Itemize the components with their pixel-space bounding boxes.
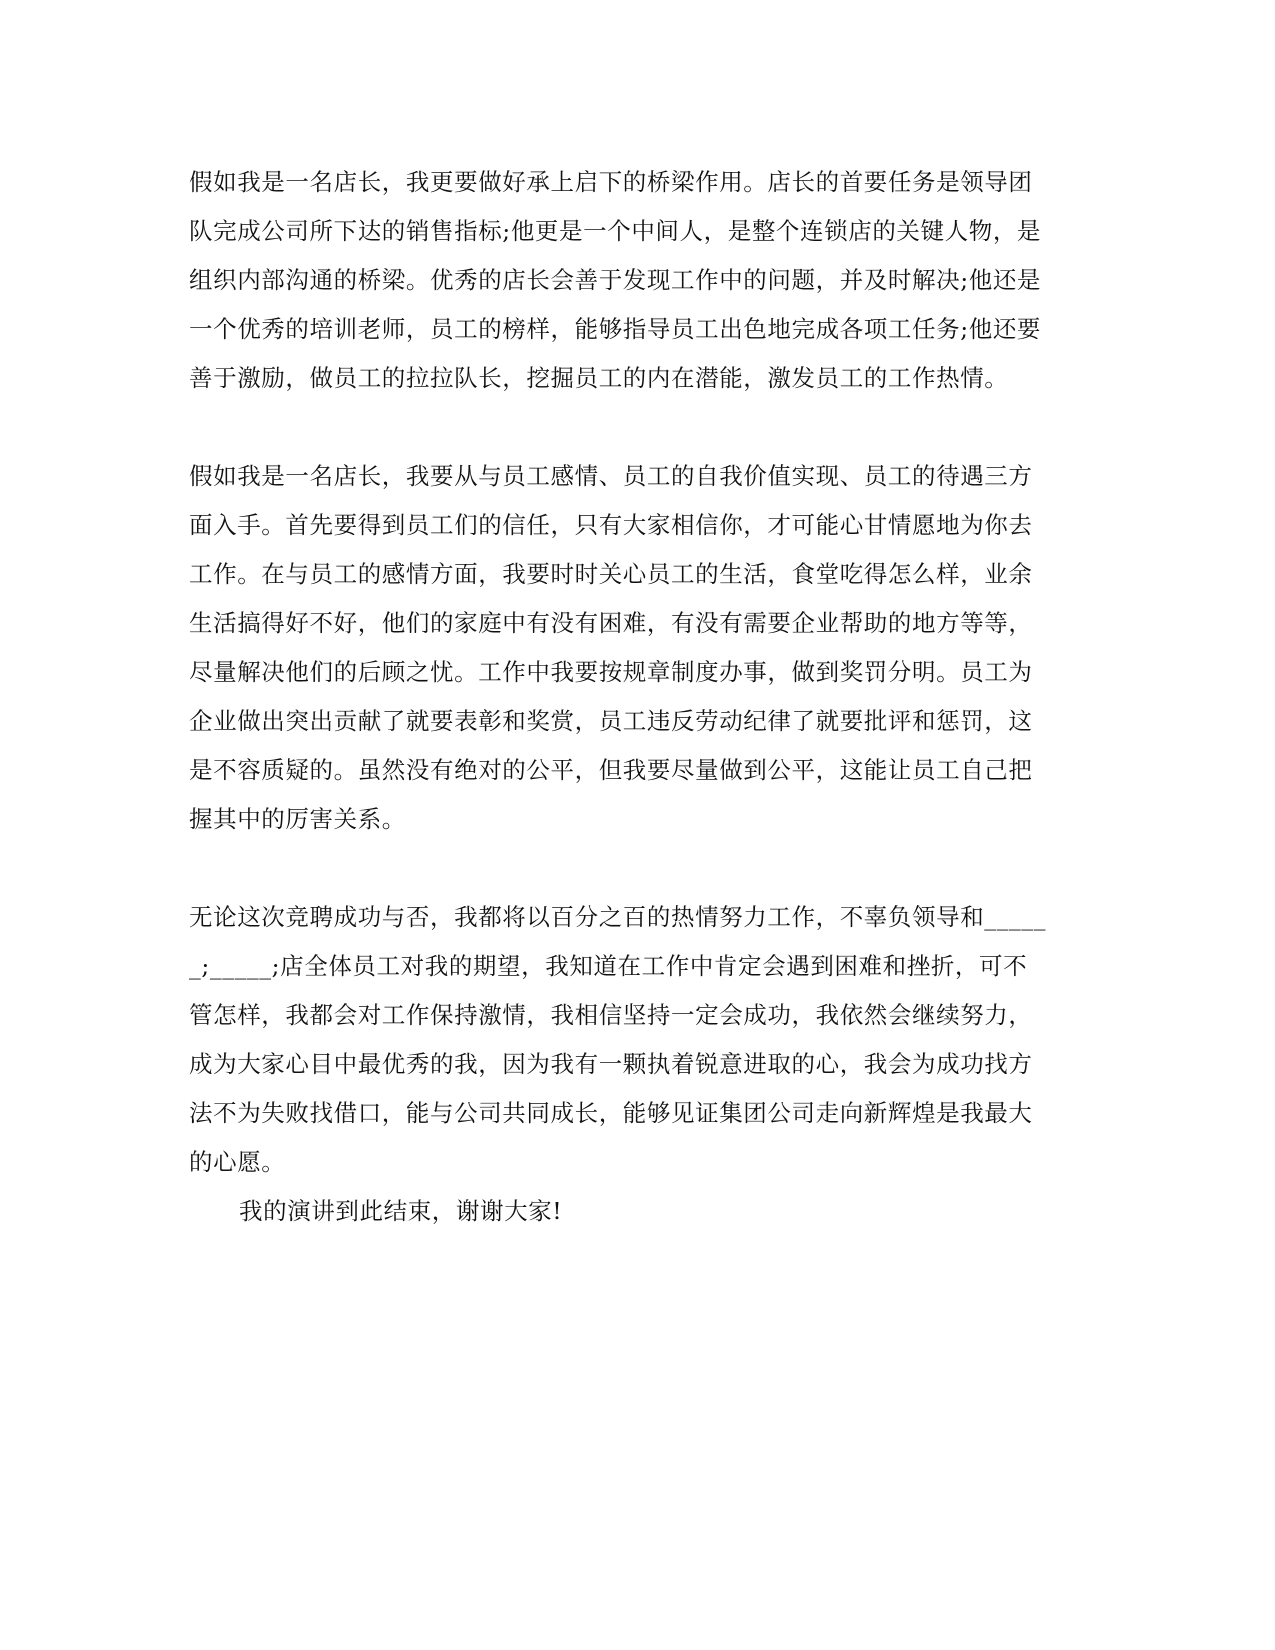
text-line: 假如我是一名店长，我要从与员工感情、员工的自我价值实现、员工的待遇三方 [189,462,1033,490]
text-line: 善于激励，做员工的拉拉队长，挖掘员工的内在潜能，激发员工的工作热情。 [189,364,1009,392]
text-line: 成为大家心目中最优秀的我，因为我有一颗执着锐意进取的心，我会为成功找方 [189,1050,1033,1078]
paragraph-spacer [189,403,1089,452]
text-line: 管怎样，我都会对工作保持激情，我相信坚持一定会成功，我依然会继续努力， [189,1001,1033,1029]
document-body [189,158,1089,1236]
text-line: 假如我是一名店长，我更要做好承上启下的桥梁作用。店长的首要任务是领导团 [189,168,1033,196]
text-line: 企业做出突出贡献了就要表彰和奖赏，员工违反劳动纪律了就要批评和惩罚，这 [189,707,1033,735]
text-line: 工作。在与员工的感情方面，我要时时关心员工的生活，食堂吃得怎么样，业余 [189,560,1033,588]
text-line: 法不为失败找借口，能与公司共同成长，能够见证集团公司走向新辉煌是我最大 [189,1099,1033,1127]
text-line: 队完成公司所下达的销售指标;他更是一个中间人，是整个连锁店的关键人物，是 [189,217,1042,245]
text-line: 握其中的厉害关系。 [189,805,406,833]
text-line: 的心愿。 [189,1148,286,1176]
text-line: 尽量解决他们的后顾之忧。工作中我要按规章制度办事，做到奖罚分明。员工为 [189,658,1033,686]
paragraph-store-manager-bridge [189,158,1089,403]
text-line: 是不容质疑的。虽然没有绝对的公平，但我要尽量做到公平，这能让员工自己把 [189,756,1033,784]
text-line: 我的演讲到此结束，谢谢大家! [239,1197,563,1225]
paragraph-spacer [189,844,1089,893]
paragraph-commitment [189,893,1089,1187]
text-line: 无论这次竞聘成功与否，我都将以百分之百的热情努力工作，不辜负领导和_____ [189,903,1047,931]
text-line: 组织内部沟通的桥梁。优秀的店长会善于发现工作中的问题，并及时解决;他还是 [189,266,1042,294]
text-line: 一个优秀的培训老师，员工的榜样，能够指导员工出色地完成各项工任务;他还要 [189,315,1042,343]
text-line: 生活搞得好不好，他们的家庭中有没有困难，有没有需要企业帮助的地方等等， [189,609,1033,637]
closing-remark [189,1187,1089,1236]
text-line: 面入手。首先要得到员工们的信任，只有大家相信你，才可能心甘情愿地为你去 [189,511,1033,539]
text-line: _;_____;店全体员工对我的期望，我知道在工作中肯定会遇到困难和挫折，可不 [189,952,1028,980]
paragraph-employee-relations [189,452,1089,844]
